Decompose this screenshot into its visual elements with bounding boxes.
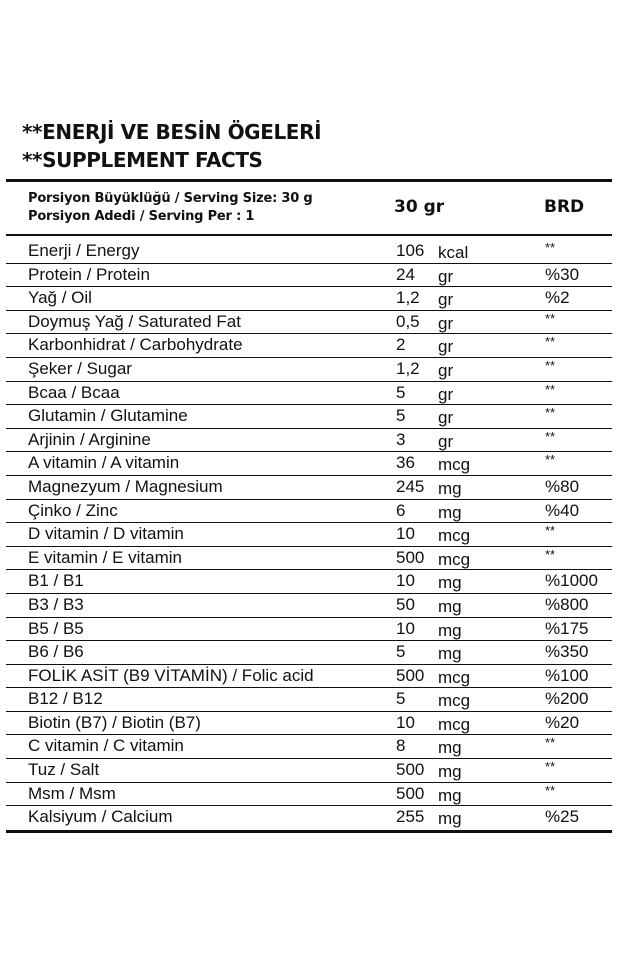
nutrient-unit: mg — [438, 620, 462, 640]
nutrient-brd: %175 — [545, 618, 589, 638]
nutrient-amount: 6 — [396, 500, 406, 520]
nutrient-name: B3 / B3 — [28, 594, 84, 614]
table-row — [6, 618, 612, 642]
nutrient-amount: 10 — [396, 618, 415, 638]
nutrient-amount: 1,2 — [396, 288, 420, 308]
nutrient-name: D vitamin / D vitamin — [28, 524, 184, 544]
nutrient-amount: 10 — [396, 524, 415, 544]
nutrient-name: B6 / B6 — [28, 642, 84, 662]
nutrient-brd: ** — [545, 782, 556, 798]
nutrient-unit: mcg — [438, 526, 471, 546]
nutrient-amount: 5 — [396, 382, 406, 402]
nutrient-name: C vitamin / C vitamin — [28, 736, 184, 756]
nutrient-amount: 500 — [396, 547, 425, 567]
nutrient-brd: %350 — [545, 642, 589, 662]
nutrient-name: A vitamin / A vitamin — [28, 453, 180, 473]
nutrient-name: Bcaa / Bcaa — [28, 382, 120, 402]
serving-info — [28, 190, 313, 226]
nutrient-amount: 10 — [396, 571, 415, 591]
nutrient-brd: ** — [545, 405, 556, 421]
nutrient-name: Glutamin / Glutamine — [28, 406, 188, 426]
nutrient-amount: 10 — [396, 712, 415, 732]
amount-column-header: 30 gr — [394, 197, 445, 217]
nutrient-amount: 106 — [396, 241, 425, 260]
nutrient-name: Kalsiyum / Calcium — [28, 807, 173, 827]
table-row — [6, 806, 612, 829]
nutrient-name: Msm / Msm — [28, 783, 116, 803]
nutrient-amount: 5 — [396, 642, 406, 662]
nutrient-brd: %800 — [545, 594, 589, 614]
table-row — [6, 547, 612, 571]
nutrient-name: Çinko / Zinc — [28, 500, 118, 520]
title-turkish: **ENERJİ VE BESİN ÖGELERİ — [22, 120, 322, 144]
nutrient-unit: mg — [438, 738, 462, 758]
nutrient-amount: 500 — [396, 783, 425, 803]
nutrient-brd: ** — [545, 452, 556, 468]
nutrient-unit: gr — [438, 408, 454, 428]
nutrient-name: FOLİK ASİT (B9 VİTAMİN) / Folic acid — [28, 665, 314, 685]
nutrient-name: Enerji / Energy — [28, 241, 140, 260]
nutrient-name: Doymuş Yağ / Saturated Fat — [28, 311, 241, 331]
nutrient-amount: 500 — [396, 665, 425, 685]
nutrient-amount: 2 — [396, 335, 406, 355]
nutrient-name: Karbonhidrat / Carbohydrate — [28, 335, 243, 355]
nutrient-unit: mcg — [438, 667, 471, 687]
nutrient-brd: %80 — [545, 476, 580, 496]
nutrient-unit: mg — [438, 502, 462, 522]
nutrient-name: Arjinin / Arginine — [28, 429, 151, 449]
nutrient-unit: mg — [438, 762, 462, 782]
nutrient-brd: %25 — [545, 807, 580, 827]
nutrient-brd: ** — [545, 310, 556, 326]
nutrient-amount: 8 — [396, 736, 406, 756]
nutrient-amount: 5 — [396, 406, 406, 426]
nutrient-brd: %30 — [545, 264, 580, 284]
nutrient-unit: gr — [438, 337, 454, 357]
serving-size: Porsiyon Büyüklüğü / Serving Size: 30 g — [28, 191, 313, 206]
nutrient-unit: mg — [438, 809, 462, 829]
nutrient-amount: 245 — [396, 476, 425, 496]
nutrient-unit: mcg — [438, 691, 471, 711]
nutrient-brd: ** — [545, 357, 556, 373]
nutrient-name: B1 / B1 — [28, 571, 84, 591]
nutrient-unit: gr — [438, 360, 454, 380]
nutrient-brd: ** — [545, 240, 556, 255]
nutrient-amount: 255 — [396, 807, 425, 827]
nutrient-brd: ** — [545, 428, 556, 444]
nutrient-amount: 36 — [396, 453, 415, 473]
nutrient-unit: gr — [438, 384, 454, 404]
table-row — [6, 264, 612, 288]
nutrient-unit: mg — [438, 573, 462, 593]
table-row — [6, 570, 612, 594]
supplement-facts-table — [6, 179, 612, 833]
title-english: **SUPPLEMENT FACTS — [22, 148, 263, 172]
nutrient-brd: ** — [545, 546, 556, 562]
nutrient-brd: %40 — [545, 500, 580, 520]
nutrient-name: Magnezyum / Magnesium — [28, 476, 223, 496]
nutrient-brd: ** — [545, 523, 556, 539]
nutrient-amount: 24 — [396, 264, 415, 284]
nutrient-unit: mg — [438, 644, 462, 664]
nutrient-brd: %20 — [545, 712, 580, 732]
nutrient-unit: mg — [438, 596, 462, 616]
nutrient-amount: 5 — [396, 689, 406, 709]
label-title — [22, 118, 582, 174]
servings-per: Porsiyon Adedi / Serving Per : 1 — [28, 209, 255, 224]
nutrient-name: Biotin (B7) / Biotin (B7) — [28, 712, 201, 732]
table-header — [6, 182, 612, 236]
nutrient-name: Protein / Protein — [28, 264, 150, 284]
nutrient-brd: ** — [545, 334, 556, 350]
nutrient-unit: mcg — [438, 549, 471, 569]
nutrient-unit: gr — [438, 290, 454, 310]
nutrient-amount: 500 — [396, 760, 425, 780]
nutrient-unit: kcal — [438, 243, 469, 262]
nutrient-brd: %100 — [545, 665, 589, 685]
nutrient-brd: %1000 — [545, 571, 598, 591]
nutrient-name: B12 / B12 — [28, 689, 103, 709]
nutrient-unit: gr — [438, 266, 454, 286]
nutrient-brd: ** — [545, 381, 556, 397]
nutrient-name: Yağ / Oil — [28, 288, 92, 308]
nutrient-name: Şeker / Sugar — [28, 358, 132, 378]
nutrient-unit: mg — [438, 478, 462, 498]
nutrient-amount: 3 — [396, 429, 406, 449]
nutrient-unit: gr — [438, 313, 454, 333]
nutrient-amount: 1,2 — [396, 358, 420, 378]
nutrient-amount: 50 — [396, 594, 415, 614]
nutrient-rows — [6, 236, 612, 830]
nutrient-unit: mcg — [438, 714, 471, 734]
nutrient-brd: %2 — [545, 288, 570, 308]
brd-column-header: BRD — [544, 197, 585, 217]
nutrient-brd: ** — [545, 759, 556, 775]
nutrient-name: B5 / B5 — [28, 618, 84, 638]
nutrient-name: Tuz / Salt — [28, 760, 100, 780]
table-row — [6, 594, 612, 618]
nutrient-unit: mg — [438, 785, 462, 805]
nutrient-name: E vitamin / E vitamin — [28, 547, 182, 567]
nutrient-brd: %200 — [545, 689, 589, 709]
nutrient-brd: ** — [545, 735, 556, 751]
nutrient-unit: mcg — [438, 455, 471, 475]
nutrient-unit: gr — [438, 431, 454, 451]
nutrient-amount: 0,5 — [396, 311, 420, 331]
